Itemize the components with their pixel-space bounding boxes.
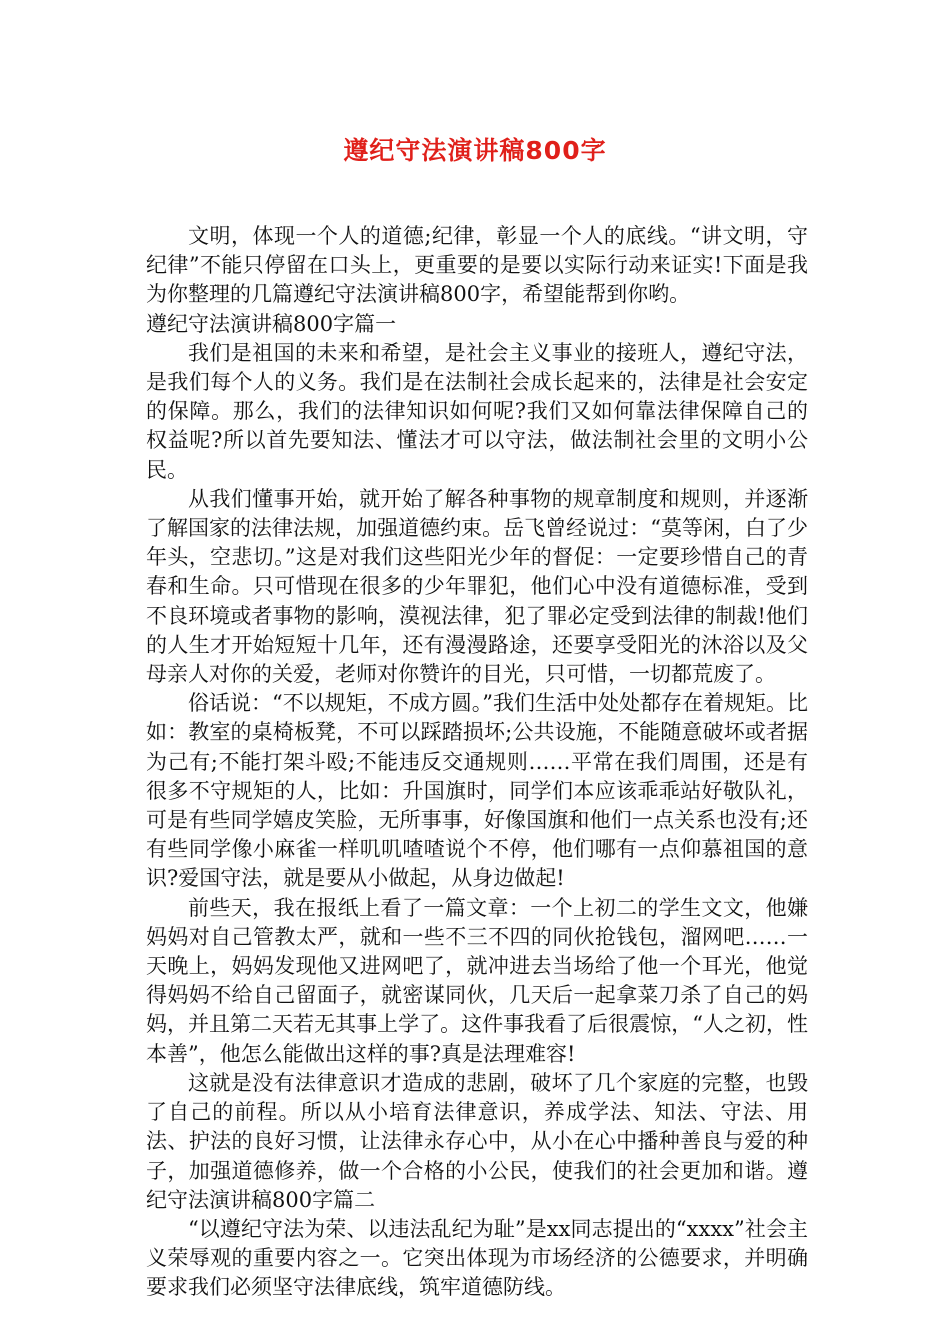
paragraph: “以遵纪守法为荣、以违法乱纪为耻”是xx同志提出的“xxxx”社会主义荣辱观的重要内容之一。它突出体现为市场经济的公德要求，并明确要求我们必须坚守法律底线，筑牢道德防线。: [146, 1216, 808, 1300]
section-heading-1: 遵纪守法演讲稿800字篇一: [146, 311, 397, 336]
document-title: 遵纪守法演讲稿800字: [343, 136, 607, 165]
paragraph: 从我们懂事开始，就开始了解各种事物的规章制度和规则，并逐渐了解国家的法律法规，加强道德约束。岳飞曾经说过：“莫等闲，白了少年头，空悲切。”这是对我们这些阳光少年的督促：一定要珍惜自己的青春和生命。只可惜现在很多的少年罪犯，他们心中没有道德标准，受到不良环境或者事物的影响，漠视法律，犯了罪必定受到法律的制裁!他们的人生才开始短短十几年，还有漫漫路途，还要享受阳光的沐浴以及父母亲人对你的关爱，老师对你赞许的目光，只可惜，一切都荒废了。: [146, 486, 808, 687]
document-body: [146, 222, 808, 1303]
paragraph: 这就是没有法律意识才造成的悲剧，破坏了几个家庭的完整，也毁了自己的前程。所以从小培育法律意识，养成学法、知法、守法、用法、护法的良好习惯，让法律永存心中，从小在心中播种善良与爱的种子，加强道德修养，做一个合格的小公民，使我们的社会更加和谐。遵纪守法演讲稿800字篇二: [146, 1070, 808, 1212]
paragraph: 俗话说：“不以规矩，不成方圆。”我们生活中处处都存在着规矩。比如：教室的桌椅板凳，不可以踩踏损坏;公共设施，不能随意破坏或者据为己有;不能打架斗殴;不能违反交通规则……平常在我们周围，还是有很多不守规矩的人，比如：升国旗时，同学们本应该乖乖站好敬队礼，可是有些同学嬉皮笑脸，无所事事，好像国旗和他们一点关系也没有;还有些同学像小麻雀一样叽叽喳喳说个不停，他们哪有一点仰慕祖国的意识?爱国守法，就是要从小做起，从身边做起!: [146, 691, 808, 891]
paragraph: 前些天，我在报纸上看了一篇文章：一个上初二的学生文文，他嫌妈妈对自己管教太严，就和一些不三不四的同伙抢钱包，溜网吧……一天晚上，妈妈发现他又进网吧了，就冲进去当场给了他一个耳光，他觉得妈妈不给自己留面子，就密谋同伙，几天后一起拿菜刀杀了自己的妈妈，并且第二天若无其事上学了。这件事我看了后很震惊，“人之初，性本善”，他怎么能做出这样的事?真是法理难容!: [146, 895, 808, 1066]
paragraph: 我们是祖国的未来和希望，是社会主义事业的接班人，遵纪守法，是我们每个人的义务。我们是在法制社会成长起来的，法律是社会安定的保障。那么，我们的法律知识如何呢?我们又如何靠法律保障自己的权益呢?所以首先要知法、懂法才可以守法，做法制社会里的文明小公民。: [146, 340, 808, 482]
paragraph-intro: 文明，体现一个人的道德;纪律，彰显一个人的底线。“讲文明，守纪律”不能只停留在口头上，更重要的是要以实际行动来证实!下面是我为你整理的几篇遵纪守法演讲稿800字，希望能帮到你哟。: [146, 224, 808, 307]
